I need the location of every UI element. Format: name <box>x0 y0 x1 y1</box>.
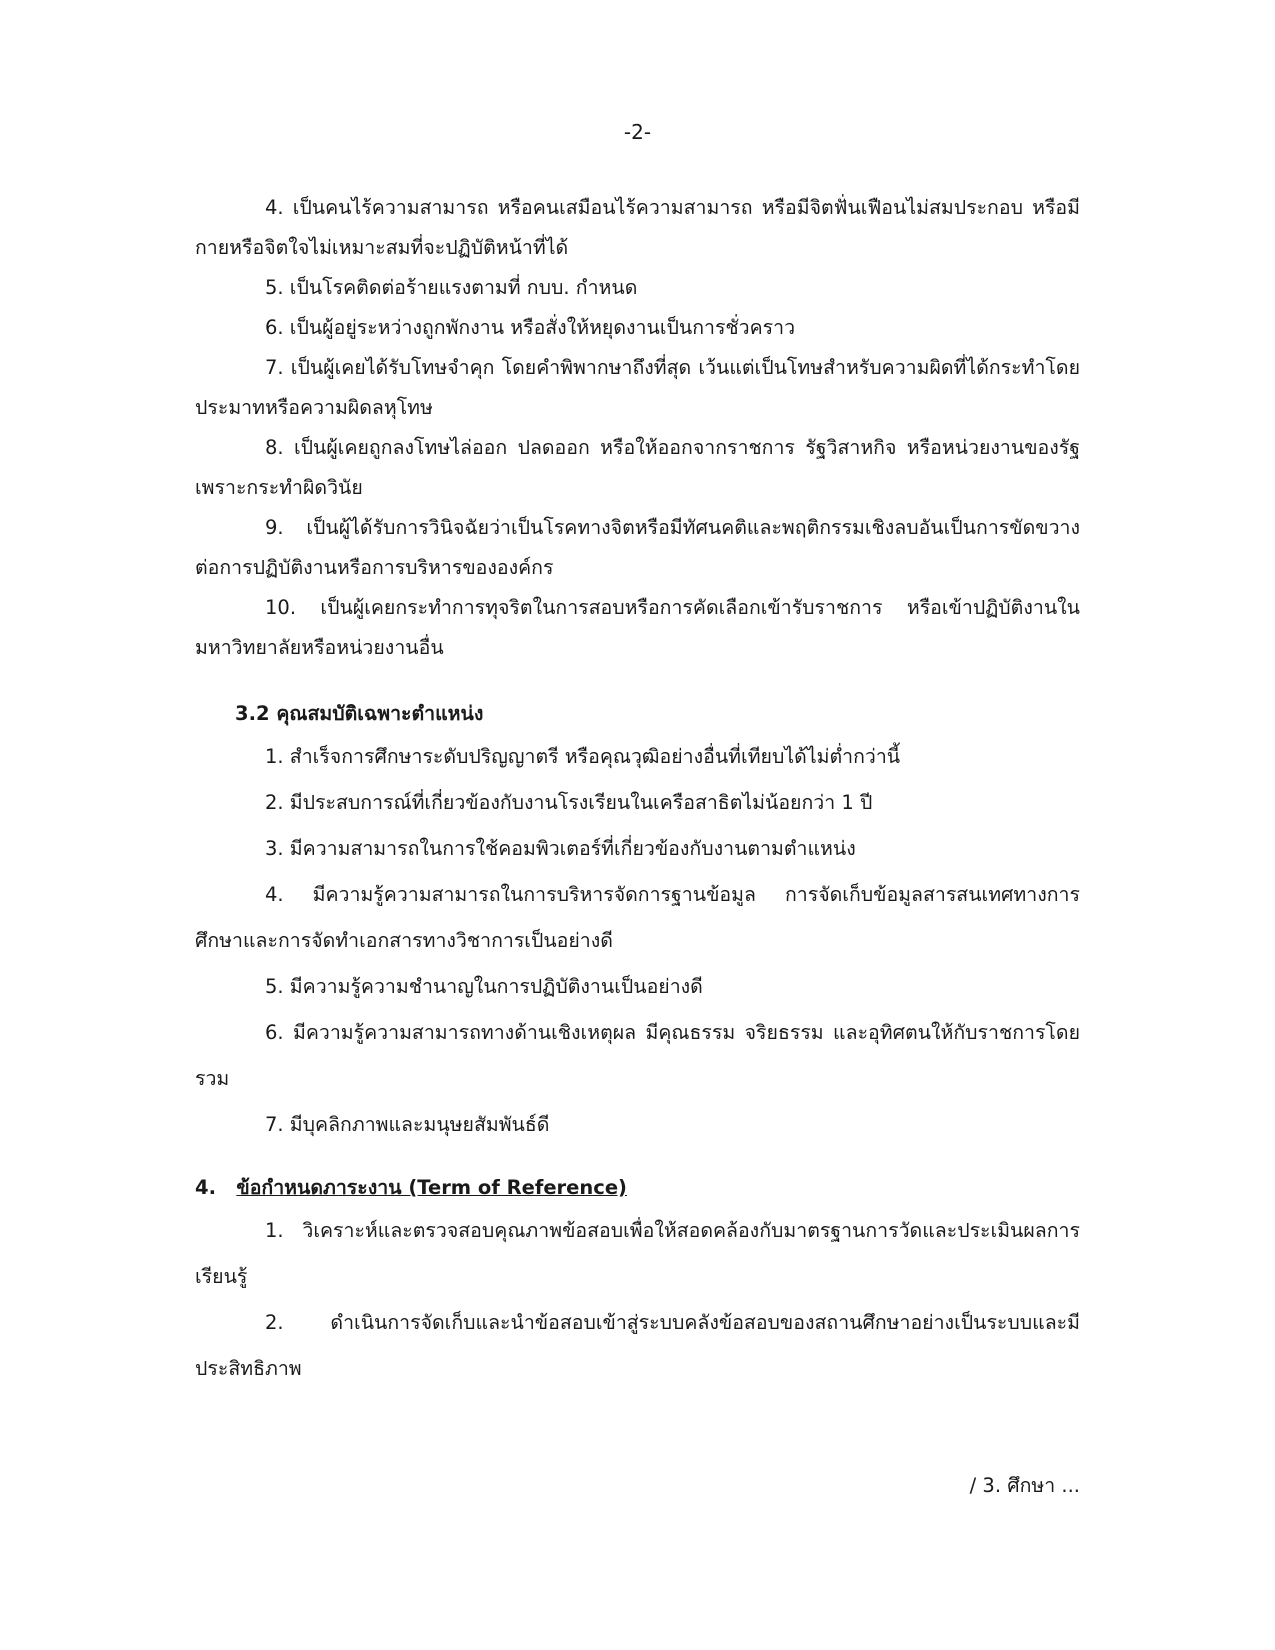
list-item: 5. เป็นโรคติดต่อร้ายแรงตามที่ กบบ. กำหนด <box>265 276 638 299</box>
list-item: 5. มีความรู้ความชำนาญในการปฏิบัติงานเป็นอย่างดี <box>265 975 703 998</box>
list-item: 6. เป็นผู้อยู่ระหว่างถูกพักงาน หรือสั่งให้หยุดงานเป็นการชั่วคราว <box>265 316 796 339</box>
section-title: ข้อกำหนดภาระงาน (Term of Reference) <box>236 1176 627 1199</box>
list-item: 10. เป็นผู้เคยกระทำการทุจริตในการสอบหรือการคัดเลือกเข้ารับราชการ หรือเข้าปฏิบัติงานในมหาวิทยาลัยหรือหน่วยงานอื่น <box>195 596 1080 659</box>
list-item: 1. วิเคราะห์และตรวจสอบคุณภาพข้อสอบเพื่อให้สอดคล้องกับมาตรฐานการวัดและประเมินผลการเรียนรู้ <box>195 1219 1080 1288</box>
section-heading-4 <box>195 1168 1080 1208</box>
list-item: 7. มีบุคลิกภาพและมนุษยสัมพันธ์ดี <box>265 1113 550 1136</box>
list-item: 3. มีความสามารถในการใช้คอมพิวเตอร์ที่เกี่ยวข้องกับงานตามตำแหน่ง <box>265 837 856 860</box>
page-number: -2- <box>623 120 652 144</box>
list-item: 1. สำเร็จการศึกษาระดับปริญญาตรี หรือคุณวุฒิอย่างอื่นที่เทียบได้ไม่ต่ำกว่านี้ <box>265 745 901 768</box>
list-item: 6. มีความรู้ความสามารถทางด้านเชิงเหตุผล มีคุณธรรม จริยธรรม และอุทิศตนให้กับราชการโดยรวม <box>195 1021 1080 1090</box>
document-body <box>195 188 1080 1392</box>
section-number: 4. <box>195 1176 216 1199</box>
list-item: 9. เป็นผู้ได้รับการวินิจฉัยว่าเป็นโรคทางจิตหรือมีทัศนคติและพฤติกรรมเชิงลบอันเป็นการขัดขวางต่อการปฏิบัติงานหรือการบริหารขององค์กร <box>195 516 1080 579</box>
list-item: 2. ดำเนินการจัดเก็บและนำข้อสอบเข้าสู่ระบบคลังข้อสอบของสถานศึกษาอย่างเป็นระบบและมีประสิทธิภาพ <box>195 1311 1080 1380</box>
qualification-list <box>195 734 1080 1148</box>
list-item: 4. เป็นคนไร้ความสามารถ หรือคนเสมือนไร้ความสามารถ หรือมีจิตฟั่นเฟือนไม่สมประกอบ หรือมีกายหรือจิตใจไม่เหมาะสมที่จะปฏิบัติหน้าที่ได้ <box>195 196 1080 259</box>
section-heading-3-2: 3.2 คุณสมบัติเฉพาะตำแหน่ง <box>235 702 484 725</box>
list-item: 8. เป็นผู้เคยถูกลงโทษไล่ออก ปลดออก หรือให้ออกจากราชการ รัฐวิสาหกิจ หรือหน่วยงานของรัฐเพราะกระทำผิดวินัย <box>195 436 1080 499</box>
list-item: 2. มีประสบการณ์ที่เกี่ยวข้องกับงานโรงเรียนในเครือสาธิตไม่น้อยกว่า 1 ปี <box>265 791 873 814</box>
disqualification-list <box>195 188 1080 668</box>
list-item: 7. เป็นผู้เคยได้รับโทษจำคุก โดยคำพิพากษาถึงที่สุด เว้นแต่เป็นโทษสำหรับความผิดที่ได้กระทำโดยประมาทหรือความผิดลหุโทษ <box>195 356 1080 419</box>
continuation-note: / 3. ศึกษา ... <box>969 1474 1080 1497</box>
term-of-reference-list <box>195 1208 1080 1392</box>
list-item: 4. มีความรู้ความสามารถในการบริหารจัดการฐานข้อมูล การจัดเก็บข้อมูลสารสนเทศทางการศึกษาและการจัดทำเอกสารทางวิชาการเป็นอย่างดี <box>195 883 1080 952</box>
